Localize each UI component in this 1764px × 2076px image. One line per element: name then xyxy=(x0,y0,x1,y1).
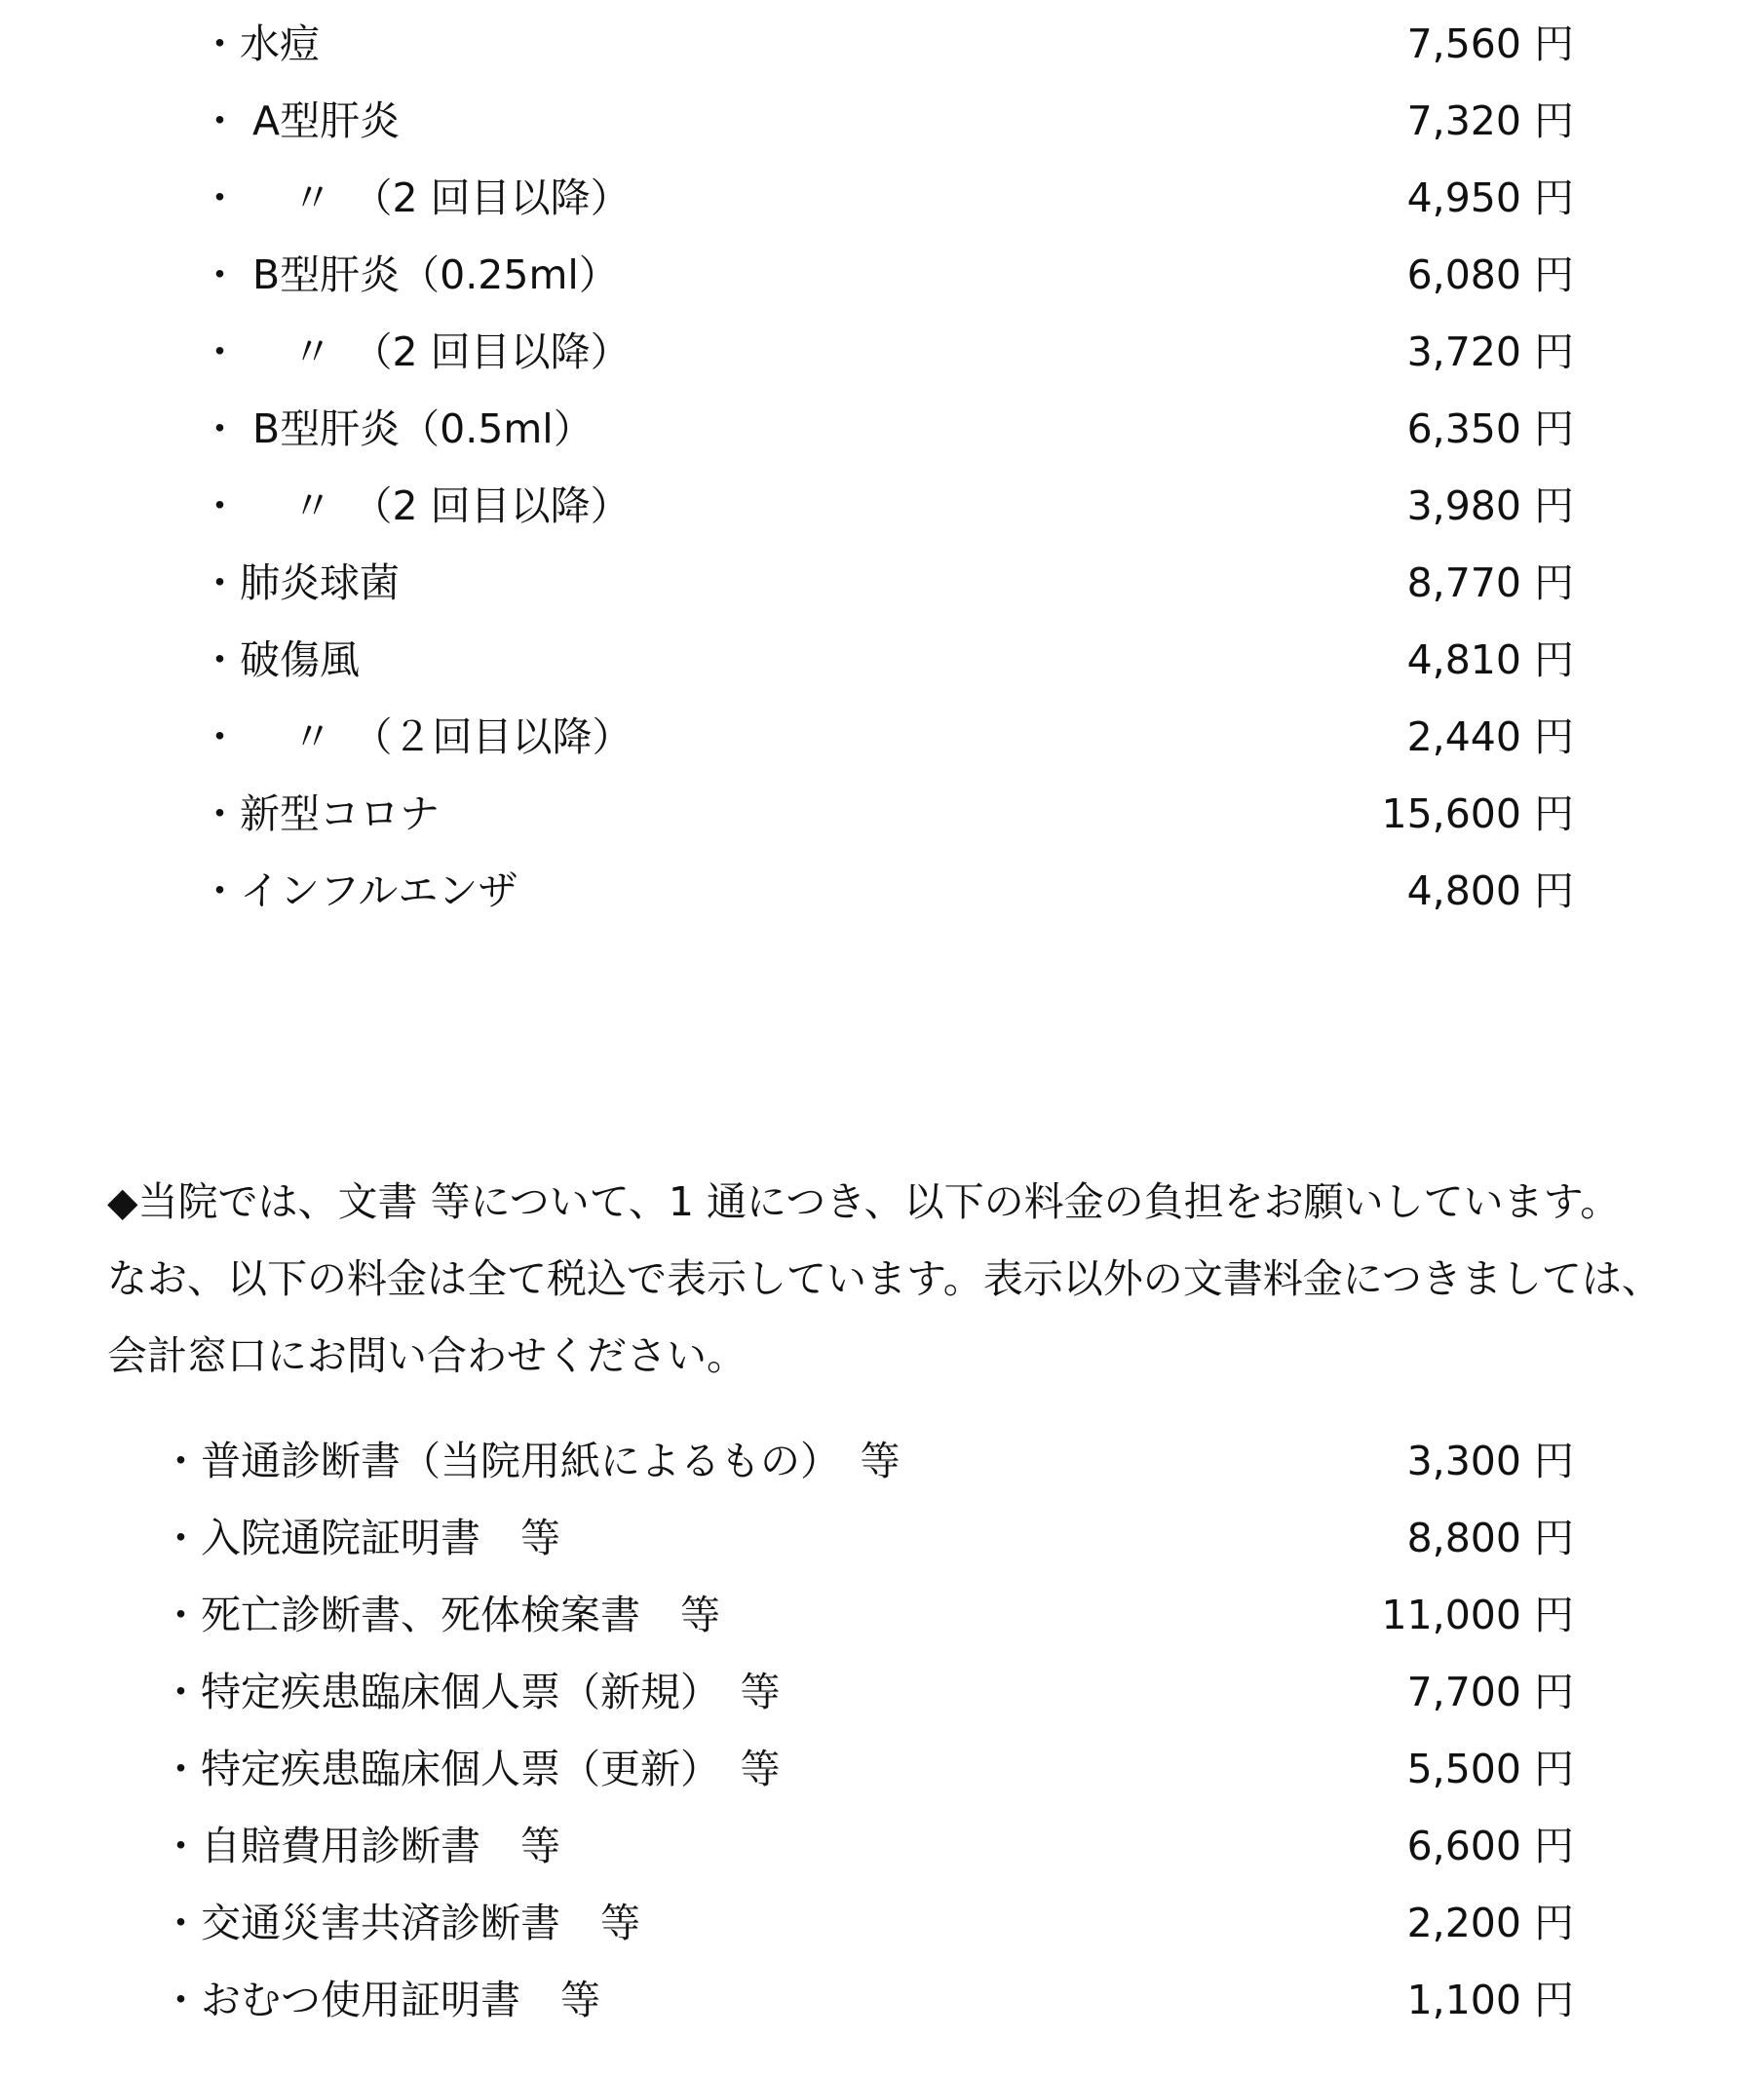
vaccine-name: ・ 〃 （2 回目以降） xyxy=(200,174,631,221)
document-name: ・特定疾患臨床個人票（新規） 等 xyxy=(161,1669,781,1715)
notice-line-2: なお、以下の料金は全て税込で表示しています。表示以外の文書料金につきましては、 xyxy=(107,1255,1662,1302)
vaccine-price: 8,770 円 xyxy=(1406,559,1574,606)
document-name: ・普通診断書（当院用紙によるもの） 等 xyxy=(161,1438,901,1484)
document-name: ・交通災害共済診断書 等 xyxy=(161,1900,640,1946)
vaccine-price: 4,800 円 xyxy=(1406,867,1574,914)
vaccine-name: ・ 〃 （2 回目以降） xyxy=(200,328,631,375)
vaccine-name: ・ B型肝炎（0.5ml） xyxy=(200,405,594,452)
document-row xyxy=(161,1894,1574,1952)
document-price: 7,700 円 xyxy=(1406,1669,1574,1715)
vaccine-name: ・新型コロナ xyxy=(200,790,440,837)
vaccine-row xyxy=(200,323,1574,381)
notice-line-1: ◆当院では、文書 等について、1 通につき、以下の料金の負担をお願いしています。 xyxy=(107,1178,1621,1225)
vaccine-row xyxy=(200,785,1574,843)
vaccine-price: 4,950 円 xyxy=(1406,174,1574,221)
document-row xyxy=(161,1586,1574,1644)
document-price: 8,800 円 xyxy=(1406,1515,1574,1561)
document-row xyxy=(161,1740,1574,1798)
vaccine-price: 2,440 円 xyxy=(1406,713,1574,760)
vaccine-name: ・水痘 xyxy=(200,20,320,67)
vaccine-row xyxy=(200,92,1574,150)
vaccine-row xyxy=(200,708,1574,766)
vaccine-name: ・ 〃 （２回目以降） xyxy=(200,713,633,760)
document-name: ・特定疾患臨床個人票（更新） 等 xyxy=(161,1746,781,1792)
vaccine-name: ・ A型肝炎 xyxy=(200,97,401,144)
vaccine-row xyxy=(200,477,1574,535)
vaccine-name: ・破傷風 xyxy=(200,636,360,683)
document-price: 3,300 円 xyxy=(1406,1438,1574,1484)
document-price: 1,100 円 xyxy=(1406,1977,1574,2023)
vaccine-row xyxy=(200,169,1574,227)
vaccine-price: 3,720 円 xyxy=(1406,328,1574,375)
notice-line-3: 会計窓口にお問い合わせください。 xyxy=(107,1332,747,1379)
document-row xyxy=(161,1971,1574,2029)
vaccine-name: ・インフルエンザ xyxy=(200,867,518,914)
vaccine-price: 7,560 円 xyxy=(1406,20,1574,67)
document-row xyxy=(161,1663,1574,1721)
document-price: 11,000 円 xyxy=(1381,1592,1574,1638)
vaccine-name: ・ B型肝炎（0.25ml） xyxy=(200,251,619,298)
vaccine-price: 4,810 円 xyxy=(1406,636,1574,683)
vaccine-price: 6,080 円 xyxy=(1406,251,1574,298)
document-price: 2,200 円 xyxy=(1406,1900,1574,1946)
document-price: 5,500 円 xyxy=(1406,1746,1574,1792)
document-row xyxy=(161,1817,1574,1875)
document-name: ・入院通院証明書 等 xyxy=(161,1515,560,1561)
document-name: ・おむつ使用証明書 等 xyxy=(161,1977,600,2023)
document-price: 6,600 円 xyxy=(1406,1823,1574,1869)
vaccine-name: ・ 〃 （2 回目以降） xyxy=(200,482,631,529)
vaccine-price: 6,350 円 xyxy=(1406,405,1574,452)
vaccine-row xyxy=(200,862,1574,920)
vaccine-name: ・肺炎球菌 xyxy=(200,559,400,606)
document-name: ・自賠費用診断書 等 xyxy=(161,1823,560,1869)
document-row xyxy=(161,1509,1574,1567)
vaccine-price: 7,320 円 xyxy=(1406,97,1574,144)
vaccine-row xyxy=(200,15,1574,73)
document-name: ・死亡診断書、死体検案書 等 xyxy=(161,1592,720,1638)
vaccine-row xyxy=(200,631,1574,689)
vaccine-row xyxy=(200,400,1574,458)
document-row xyxy=(161,1432,1574,1490)
vaccine-price: 15,600 円 xyxy=(1381,790,1574,837)
vaccine-price: 3,980 円 xyxy=(1406,482,1574,529)
vaccine-row xyxy=(200,246,1574,304)
vaccine-row xyxy=(200,554,1574,612)
